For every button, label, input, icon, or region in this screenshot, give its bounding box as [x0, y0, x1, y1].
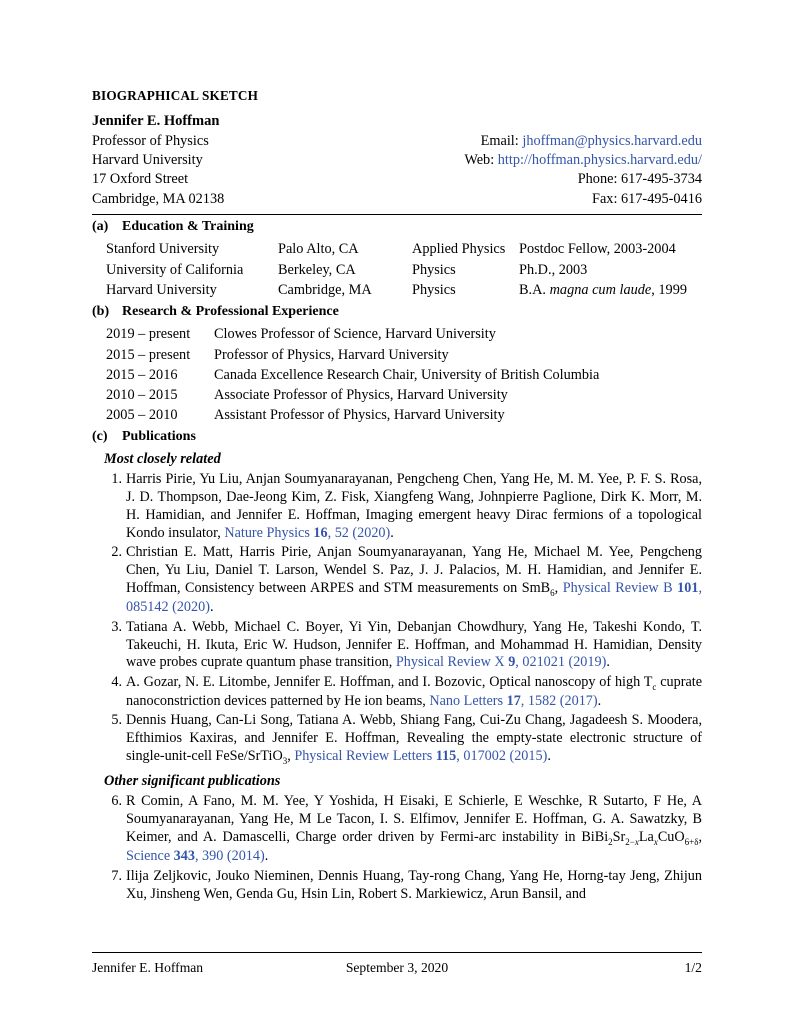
street: 17 Oxford Street: [92, 171, 189, 188]
journal-pages[interactable]: , 021021 (2019): [515, 654, 607, 671]
edu-institution: Stanford University: [106, 241, 220, 258]
pub-title: Revealing the empty-state electronic structure of single-unit-cell FeSe/SrTiO: [126, 730, 702, 765]
table-row: [106, 280, 716, 300]
contact-row: [92, 133, 702, 152]
authors: Dennis Huang, Can-Li Song, Tatiana A. Webb, Shiang Fang, Cui-Zu Chang, Jagadeesh S. Moodera, Efthimios Kaxiras, and Jennifer E. Hoffman,: [126, 712, 702, 747]
edu-institution: Harvard University: [106, 281, 217, 298]
list-item: [92, 793, 702, 866]
edu-degree: Postdoc Fellow, 2003-2004: [519, 241, 676, 258]
period: .: [264, 848, 269, 865]
footer-divider: [92, 952, 702, 953]
exp-years: 2015 – present: [106, 346, 191, 363]
table-row: [106, 345, 716, 365]
publication-list-other: [92, 793, 702, 903]
pub-title-post: ,: [287, 748, 295, 765]
footer-author: Jennifer E. Hoffman: [92, 960, 204, 975]
authors: R Comin, A Fano, M. M. Yee, Y Yoshida, H Eisaki, E Schierle, E Weschke, R Sutarto, F He, A Soumyanarayanan, Yang He, M Le Tacon, I. S. Elfimov, Jennifer E. Hoffman, G. A. Sawatzky, B Keimer, and A. Damascelli,: [126, 793, 702, 846]
period: .: [547, 748, 551, 765]
email-link[interactable]: jhoffman@physics.harvard.edu: [522, 133, 702, 149]
authors: Harris Pirie, Yu Liu, Anjan Soumyanarayanan, Pengcheng Chen, Yang He, M. M. Yee, P. F. S. Rosa, J. D. Thompson, Dae-Jeong Kim, Z. Fisk, Xiangfeng Wang, Johnpierre Paglione, Dirk K. Morr, M. H. Hamidian, and Jennifer E. Hoffman,: [126, 471, 702, 524]
period: .: [209, 599, 214, 616]
journal-link[interactable]: Physical Review Letters: [294, 748, 436, 765]
edu-location: Palo Alto, CA: [278, 241, 359, 258]
item-number: 6 .: [100, 793, 122, 811]
edu-degree-honors: magna cum laude: [549, 281, 652, 298]
edu-field: Physics: [412, 261, 456, 278]
table-row: [106, 386, 716, 406]
exp-role: Clowes Professor of Science, Harvard University: [214, 326, 496, 343]
institution: Harvard University: [92, 152, 203, 169]
journal-link[interactable]: Physical Review B: [562, 580, 678, 597]
list-item: [92, 712, 702, 767]
pub-title: Charge order driven by Fermi-arc instability in Bi: [295, 829, 595, 846]
web-cell: [310, 152, 702, 171]
edu-location: Cambridge, MA: [278, 281, 372, 298]
journal-link[interactable]: Nature Physics: [224, 524, 314, 541]
item-number: 7 .: [100, 868, 122, 886]
city: Cambridge, MA 02138: [92, 190, 225, 207]
exp-role: Canada Excellence Research Chair, University of British Columbia: [214, 366, 600, 383]
authors: A. Gozar, N. E. Litombe, Jennifer E. Hoffman, and I. Bozovic,: [126, 673, 490, 690]
authors: Ilija Zeljkovic, Jouko Nieminen, Dennis Huang, Tay-rong Chang, Yang He, Horng-tay Jeng, Zhijun Xu, Jinsheng Wen, Genda Gu, Hsin Lin, Robert S. Markiewicz, Arun Bansil, and: [126, 867, 702, 902]
table-row: [106, 240, 716, 260]
exp-years: 2010 – 2015: [106, 387, 178, 404]
page-footer: [92, 960, 702, 976]
edu-institution: University of California: [106, 261, 244, 278]
web-label: Web:: [464, 152, 495, 169]
contact-row: [92, 191, 702, 210]
pub-title: Density wave probes cuprate quantum phase transition,: [126, 636, 702, 671]
edu-degree: Ph.D., 2003: [519, 261, 588, 278]
email-cell: [310, 133, 702, 152]
exp-years: 2005 – 2010: [106, 407, 178, 424]
pub-title-post: ,: [554, 580, 563, 597]
period: .: [390, 524, 394, 541]
pub-title: Consistency between ARPES and STM measurements on SmB: [185, 580, 551, 597]
item-number: 4 .: [100, 674, 122, 692]
pub-title-subscript: 3: [282, 755, 288, 766]
contact-row: [92, 152, 702, 171]
item-number: 2 .: [100, 544, 122, 562]
contact-row: [92, 171, 702, 190]
table-row: [106, 260, 716, 280]
journal-volume[interactable]: 343: [173, 848, 195, 865]
contact-block: [92, 133, 702, 210]
edu-degree: B.A. magna cum laude, 1999: [519, 281, 687, 298]
section-heading-education: [92, 219, 702, 235]
journal-volume[interactable]: 115: [435, 748, 457, 765]
pub-title-post: cuprate nanoconstriction devices patterned by He ion beams,: [126, 673, 702, 709]
fax: Fax: 617-495-0416: [592, 190, 702, 207]
pub-title-subscript: 6: [550, 587, 555, 598]
journal-pages[interactable]: , 52 (2020): [327, 524, 391, 541]
education-table: [106, 240, 716, 301]
journal-link[interactable]: Physical Review X: [395, 654, 509, 671]
section-title: Publications: [122, 429, 196, 445]
journal-volume[interactable]: 9: [508, 654, 516, 671]
section-heading-experience: [92, 304, 702, 320]
experience-table: [106, 325, 716, 426]
table-row: [106, 325, 716, 345]
subheading-other-significant: Other significant publications: [104, 773, 281, 790]
period: .: [597, 692, 602, 709]
pub-title-subscript: c: [652, 681, 657, 692]
journal-link[interactable]: Nano Letters: [429, 692, 507, 709]
footer-date: September 3, 2020: [345, 960, 449, 975]
subheading-most-closely-related: Most closely related: [104, 451, 221, 468]
email-label: Email:: [480, 133, 519, 149]
item-number: 3 .: [100, 619, 122, 637]
section-label: (a): [92, 218, 109, 234]
journal-pages[interactable]: , 390 (2014): [194, 848, 265, 865]
list-item: [92, 471, 702, 543]
journal-pages[interactable]: , 085142 (2020): [126, 580, 702, 616]
list-item: [92, 619, 702, 673]
exp-years: 2019 – present: [106, 326, 191, 343]
list-item: [92, 868, 702, 904]
publication-list-closely-related: [92, 471, 702, 767]
section-label: (b): [92, 303, 110, 319]
section-title: Education & Training: [122, 218, 254, 234]
item-number: 1 .: [100, 471, 122, 489]
journal-pages[interactable]: , 1582 (2017): [520, 692, 598, 709]
edu-field: Applied Physics: [412, 241, 506, 258]
exp-years: 2015 – 2016: [106, 366, 178, 383]
journal-volume[interactable]: 16: [313, 524, 328, 541]
authors: Christian E. Matt, Harris Pirie, Anjan Soumyanarayanan, Yang He, Michael M. Yee, Pengcheng Chen, Yu Liu, Daniel T. Larson, Wendel S. Paz, J. J. Palacios, M. H. Hamidian, and Jennifer E. Hoffman,: [126, 544, 702, 597]
pub-title: Optical nanoscopy of high T: [489, 673, 653, 690]
section-label: (c): [92, 429, 108, 445]
item-number: 5 .: [100, 712, 122, 730]
list-item: [92, 544, 702, 617]
position: Professor of Physics: [92, 133, 209, 149]
exp-role: Assistant Professor of Physics, Harvard University: [214, 407, 505, 424]
journal-link[interactable]: Science: [126, 848, 174, 865]
journal-volume[interactable]: 101: [677, 580, 699, 597]
page-title: BIOGRAPHICAL SKETCH: [92, 88, 259, 103]
edu-location: Berkeley, CA: [278, 261, 356, 278]
pub-formula: $Bi_2Sr_{2-x}La_xCuO_{6+\delta}$,: [594, 829, 702, 847]
table-row: [106, 406, 716, 426]
journal-pages[interactable]: , 017002 (2015): [456, 748, 548, 765]
web-link[interactable]: http://hoffman.physics.harvard.edu/: [497, 152, 702, 169]
section-title: Research & Professional Experience: [122, 303, 339, 319]
list-item: [92, 674, 702, 711]
phone: Phone: 617-495-3734: [577, 171, 702, 188]
exp-role: Associate Professor of Physics, Harvard University: [214, 387, 508, 404]
journal-volume[interactable]: 17: [506, 692, 521, 709]
divider: [92, 214, 702, 215]
person-name: Jennifer E. Hoffman: [92, 113, 220, 129]
section-heading-publications: [92, 429, 702, 445]
pub-title: Imaging emergent heavy Dirac fermions of a topological Kondo insulator,: [126, 507, 702, 541]
edu-field: Physics: [412, 281, 456, 298]
table-row: [106, 365, 716, 385]
period: .: [606, 654, 610, 671]
footer-page-number: 1/2: [684, 960, 702, 975]
exp-role: Professor of Physics, Harvard University: [214, 346, 449, 363]
authors: Tatiana A. Webb, Michael C. Boyer, Yi Yin, Debanjan Chowdhury, Yang He, Takeshi Kondo, T. Takeuchi, H. Ikuta, Eric W. Hudson, Jennifer E. Hoffman, and Mohammad H. Hamidian,: [126, 618, 702, 653]
